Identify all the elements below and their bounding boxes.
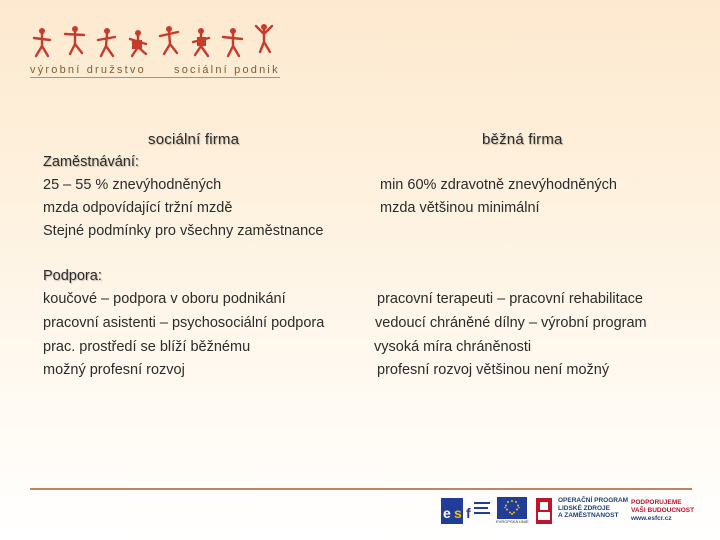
employment-right-item: min 60% zdravotně znevýhodněných — [380, 177, 617, 193]
employment-left-item: 25 – 55 % znevýhodněných — [43, 177, 222, 193]
figure-icon — [34, 28, 50, 56]
section-label-support: Podpora: — [43, 268, 102, 284]
support-right-item: profesní rozvoj většinou není možný — [377, 362, 610, 378]
svg-text:f: f — [466, 505, 471, 521]
logo-text-social-enterprise: sociální podnik — [174, 64, 280, 76]
op-lzz-text — [558, 497, 628, 520]
logo-text-cooperative: výrobní družstvo — [30, 64, 146, 76]
support-right-item: vedoucí chráněné dílny – výrobní program — [375, 315, 647, 331]
support-left-item: možný profesní rozvoj — [43, 362, 185, 378]
tagline-line: PODPORUJEME — [631, 499, 682, 506]
support-right-item: pracovní terapeuti – pracovní rehabilitace — [377, 291, 643, 307]
figure-icon — [160, 26, 178, 54]
tagline-line: VAŠI BUDOUCNOST — [631, 507, 695, 514]
support-right-item: vysoká míra chráněnosti — [374, 339, 532, 355]
op-lzz-logo-icon — [534, 494, 554, 528]
op-text-line: LIDSKÉ ZDROJE — [558, 504, 611, 512]
figure-icon — [193, 28, 209, 56]
eu-label: EVROPSKÁ UNIE — [496, 519, 529, 524]
employment-left-item: mzda odpovídající tržní mzdě — [43, 200, 233, 216]
svg-text:e: e — [443, 505, 451, 521]
heading-social-firm: sociální firma — [148, 131, 240, 148]
figure-icon — [65, 26, 84, 54]
esf-logo — [440, 494, 492, 528]
eu-flag-icon — [497, 497, 527, 519]
employment-left-item: Stejné podmínky pro všechny zaměstnance — [43, 223, 324, 239]
footer-tagline — [631, 499, 694, 523]
employment-right-item: mzda většinou minimální — [380, 200, 540, 216]
footer-url: www.esfcr.cz — [631, 515, 672, 522]
heading-common-firm: běžná firma — [482, 131, 563, 148]
figure-icon — [223, 28, 242, 56]
op-text-line: A ZAMĚSTNANOST — [558, 512, 619, 519]
figure-icon — [130, 30, 146, 56]
svg-text:s: s — [454, 505, 462, 521]
footer-divider — [30, 488, 692, 490]
op-text-line: OPERAČNÍ PROGRAM — [558, 497, 629, 504]
support-left-item: pracovní asistenti – psychosociální podpora — [43, 315, 325, 331]
figure-icon — [256, 24, 272, 52]
support-left-item: koučové – podpora v oboru podnikání — [43, 291, 286, 307]
support-left-item: prac. prostředí se blíží běžnému — [43, 339, 251, 355]
section-label-employment: Zaměstnávání: — [43, 154, 139, 170]
logo-divider — [30, 77, 280, 78]
figure-icon — [98, 28, 115, 56]
